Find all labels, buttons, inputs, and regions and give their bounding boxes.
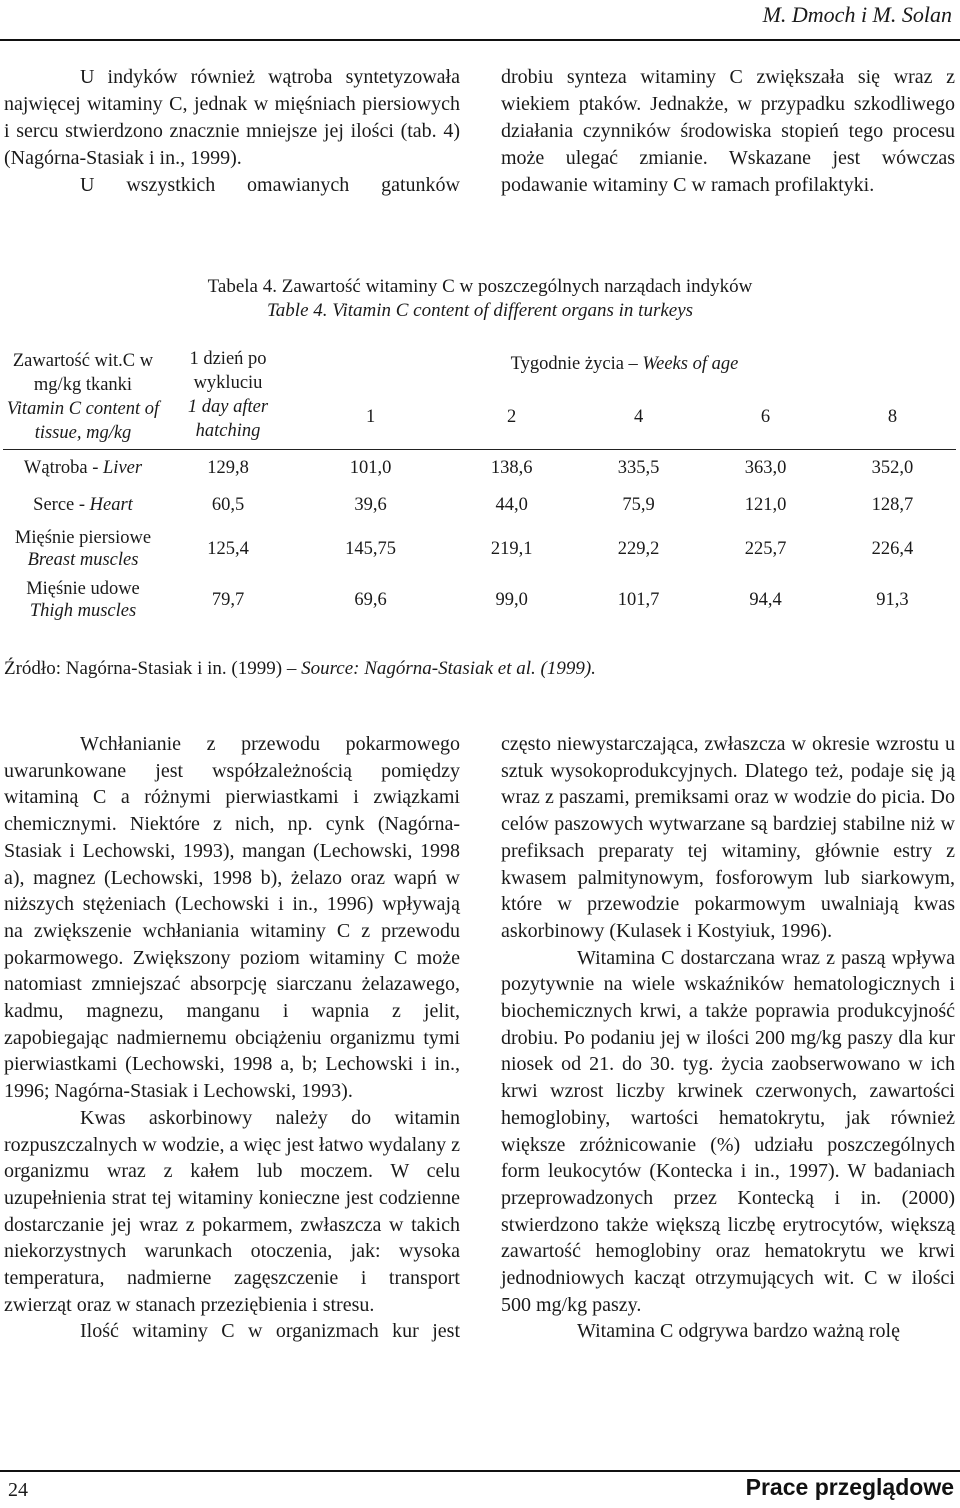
intro-paragraph-2: U wszystkich omawianych gatunków [80, 174, 460, 196]
table-cell: 101,7 [617, 590, 660, 610]
table-cell: 60,5 [211, 494, 245, 515]
table-source: Źródło: Nagórna-Stasiak i in. (1999) – Source: Nagórna-Stasiak et al. (1999). [4, 658, 596, 679]
table-caption-polish: Tabela 4. Zawartość witaminy C w poszczególnych narządach indyków [207, 276, 753, 297]
body-paragraph-6: Witamina C odgrywa bardzo ważną rolę [577, 1320, 900, 1343]
table-cell: 229,2 [617, 539, 660, 559]
table-cell: 44,0 [495, 494, 528, 515]
header-tissue-en: Vitamin C content of tissue, mg/kg [6, 398, 160, 443]
row-label: Wątroba - Liver [23, 457, 143, 478]
header-day-en: 1 day after hatching [187, 396, 269, 441]
header-week: 1 [365, 407, 376, 428]
running-header-author: M. Dmoch i M. Solan [762, 2, 952, 27]
header-tissue [3, 341, 163, 449]
table-cell: 99,0 [495, 590, 528, 610]
header-week: 2 [507, 407, 517, 428]
table-cell: 226,4 [871, 539, 914, 559]
body-paragraph-4: często niewystarczająca, zwłaszcza w okresie wzrostu u sztuk wysokoprodukcyjnych. Dlatego też, podaje się ją wraz z paszami, premiksami oraz w wodzie do picia. Do celów paszowych wytwarzane są bardziej stabilne niż w prefiksach preparaty tej witaminy, głównie estry z kwasem palmitynowym, fosforowym lub siarkowym, które w przewodzie pokarmowym uwalniają kwas askorbinowy (Kulasek i Kostyiuk, 1996). [501, 733, 955, 942]
source-pl: Źródło: Nagórna-Stasiak i in. (1999) [4, 658, 283, 679]
table-cell: 75,9 [622, 494, 655, 515]
table-cell: 128,7 [871, 494, 914, 515]
body-column-right [501, 731, 955, 1345]
table-cell: 225,7 [744, 539, 787, 559]
header-weeks-pl: Tygodnie życia [510, 353, 624, 374]
header-week: 4 [633, 407, 644, 428]
table-cell: 125,4 [207, 539, 249, 559]
body-column-left [4, 731, 460, 1345]
body-paragraph-5: Witamina C dostarczana wraz z paszą wpływa pozytywnie na wiele wskaźników hematologicznych i biochemicznych krwi, a także poprawia produkcyjność drobiu. Po podaniu jej w ilości 200 mg/kg paszy dla kur niosek od 21. do 30. tyg. życia zaobserwowano w ich krwi wzrost liczby krwinek czerwonych, zawartości hemoglobiny, wartości hematokrytu, jak również większe zróżnicowanie (%) udziału poszczególnych form leukocytów (Kontecka i in., 1997). W badaniach przeprowadzonych przez Kontecką i in. (2000) stwierdzono także większą liczbę erytrocytów, większą zawartość hemoglobiny oraz hematokrytu we krwi jednodniowych kacząt otrzymujących wit. C w ilości 500 mg/kg paszy. [501, 946, 955, 1316]
table-cell: 219,1 [490, 539, 533, 559]
table-cell: 138,6 [490, 457, 533, 478]
table-row [3, 487, 956, 524]
table-cell: 101,0 [349, 457, 392, 478]
table-cell: 335,5 [617, 457, 660, 478]
header-week: 8 [887, 407, 898, 428]
intro-column-left [4, 64, 460, 199]
journal-section-title: Prace przeglądowe [745, 1474, 954, 1500]
table-cell: 121,0 [744, 494, 787, 515]
intro-column-right [501, 64, 955, 199]
table-cell: 352,0 [871, 457, 914, 478]
intro-paragraph-3: drobiu synteza witaminy C zwiększała się wraz z wiekiem ptaków. Jednakże, w przypadku szkodliwego działania czynników środowiska stopień tego procesu może ulegać zmianie. Wskazane jest wówczas podawanie witaminy C w ramach profilaktyki. [501, 66, 955, 196]
footer-rule [0, 1470, 960, 1472]
table-cell: 69,6 [354, 590, 387, 610]
row-label: Serce - Heart [33, 494, 133, 515]
table-row [3, 575, 956, 626]
body-paragraph-2: Kwas askorbinowy należy do witamin rozpuszczalnych w wodzie, a więc jest łatwo wydalany z organizmu wraz z kałem lub moczem. W celu uzupełnienia strat tej witaminy konieczne jest codzienne dostarczanie jej wraz z pokarmem, zwłaszcza w takich niekorzystnych warunkach otoczenia, jak: wysoka temperatura, nadmierne zagęszczenie i transport zwierząt oraz w stanach przeziębienia i stresu. [4, 1106, 460, 1316]
table-row [3, 449, 956, 487]
row-label: Mięśnie piersiowe Breast muscles [14, 528, 152, 570]
table-cell: 91,3 [876, 590, 909, 610]
table-cell: 145,75 [345, 539, 397, 559]
header-tissue-pl: Zawartość wit.C w mg/kg tkanki [12, 350, 154, 395]
page-number: 24 [8, 1479, 28, 1501]
header-rule [0, 39, 960, 41]
header-week: 6 [760, 407, 771, 428]
intro-paragraph-1: U indyków również wątroba syntetyzowała najwięcej witaminy C, jednak w mięśniach piersiowych i sercu stwierdzono znacznie mniejsze jej ilości (tab. 4) (Nagórna-Stasiak i in., 1999). [4, 66, 460, 169]
row-label: Mięśnie udowe Thigh muscles [26, 579, 140, 621]
table-cell: 39,6 [354, 494, 387, 515]
header-day-after-hatching [163, 341, 293, 449]
table-cell: 94,4 [749, 590, 782, 610]
vitamin-c-table [3, 341, 956, 626]
table-cell: 363,0 [744, 457, 787, 478]
header-weeks-of-age: Tygodnie życia – Weeks of age [510, 353, 739, 374]
header-day-pl: 1 dzień po wykluciu [189, 348, 267, 393]
table-row [3, 524, 956, 575]
body-paragraph-3: Ilość witaminy C w organizmach kur jest [80, 1320, 460, 1343]
table-cell: 129,8 [207, 457, 249, 478]
body-paragraph-1: Wchłanianie z przewodu pokarmowego uwarunkowane jest współzależnością pomiędzy witaminą C a różnymi pierwiastkami i związkami chemicznymi. Niektóre z nich, np. cynk (Nagórna-Stasiak i Lechowski, 1993), mangan (Lechowski, 1998 a), magnez (Lechowski, 1998 b), żelazo oraz wapń w niższych stężeniach (Lechowski i in., 1996) wpływają na zwiększenie wchłaniania witaminy C z przewodu pokarmowego. Zwiększony poziom witaminy C może natomiast zmniejszać absorpcję siarczanu żelazawego, kadmu, magnezu, manganu i wapnia z jelit, zapobiegając nadmiernemu obciążeniu organizmu tymi pierwiastkami (Lechowski, 1998 a, b; Lechowski i in., 1996; Nagórna-Stasiak i Lechowski, 1993). [4, 733, 460, 1103]
table-caption-english: Table 4. Vitamin C content of different organs in turkeys [266, 300, 694, 321]
table-cell: 79,7 [211, 590, 245, 610]
source-en: Source: Nagórna-Stasiak et al. (1999). [301, 658, 596, 679]
header-weeks-en: Weeks of age [642, 353, 739, 374]
